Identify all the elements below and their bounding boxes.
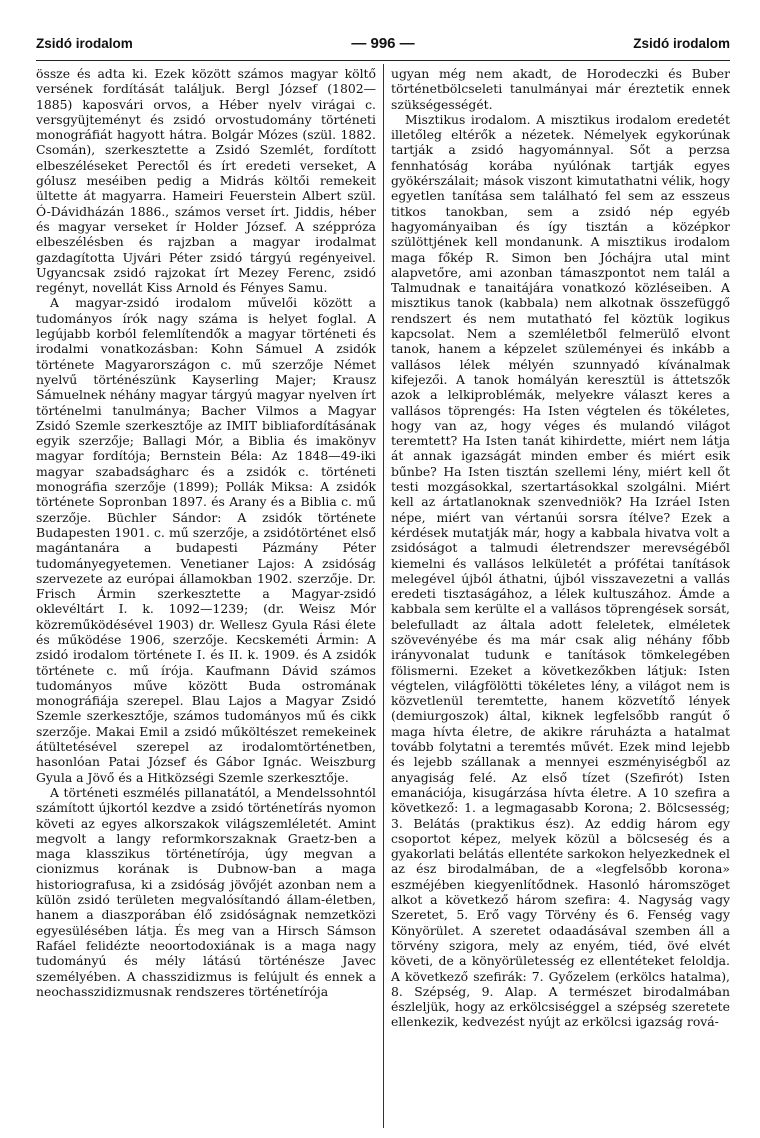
- left-column: [36, 66, 376, 1128]
- left-paragraph-2: A magyar-zsidó irodalom művelői között a tudományos írók nagy száma is helyet foglal. A legújabb korból felemlítendők a magyar történeti és irodalmi vonatkozásban: Kohn Sámuel A zsidók története Magyarországon c. mű szerzője Német nyelvű történészünk Kayserling Majer; Krausz Sámuelnek néhány magyar tárgyú magyar nyelven írt történelmi tanulmánya; Bacher Vilmos a Magyar Zsidó Szemle szerkesztője az IMIT bibliafordításának egyik szerzője; Ballagi Mór, a Biblia és imakönyv magyar fordítója; Bernstein Béla: Az 1848—49-iki magyar szabadságharc és a zsidók c. történeti monográfia szerzője (1899); Pollák Miksa: A zsidók története Sopronban 1897. és Arany és a Biblia c. mű szerzője. Büchler Sándor: A zsidók története Budapesten 1901. c. mű szerzője, a zsidótörténet első magántanára a budapesti Pázmány Péter tudományegyetemen. Venetianer Lajos: A zsidóság szervezete az európai államokban 1902. szerzője. Dr. Frisch Ármin szerkesztette a Magyar-zsidó oklevéltárt I. k. 1092—1239; (dr. Weisz Mór közreműködésével 1903) dr. Wellesz Gyula Rási élete és működése 1906, szerzője. Kecskeméti Ármin: A zsidó irodalom története I. és II. k. 1909. és A zsidók története c. mű írója. Kaufmann Dávid számos tudományos műve között Buda ostromának monográfiája szerepel. Blau Lajos a Magyar Zsidó Szemle szerkesztője, számos tudományos mű és cikk szerzője. Makai Emil a zsidó műköltészet remekeinek átültetésével szerepel az irodalomtörténetben, hasonlóan Patai József és Gábor Ignác. Weiszburg Gyula a Jövő és a Hitközségi Szemle szerkesztője.: [36, 295, 376, 785]
- right-column: [391, 66, 730, 1128]
- page-number: — 996 —: [351, 35, 415, 52]
- right-paragraph-2: Misztikus irodalom. A misztikus irodalom eredetét illetőleg eltérők a nézetek. Némelyek egykorúnak tartják a zsidó hagyománnyal. Sőt a perzsa fennhatóság korába nyúlónak tartják egyes gyökérszálait; mások viszont kimutathatni vélik, hogy egyetlen tanítása sem található fel sem az esszeus titkos tanokban, sem a zsidó nép egyéb hagyományaiban és így tisztán a középkor szülöttjének kell mondanunk. A misztikus irodalom maga főkép R. Simon ben Jóchájra utal mint alapvetőre, ami azonban támaszpontot nem talál a Talmudnak e tanaitájára vonatkozó közléseiben. A misztikus tanok (kabbala) nem alkotnak összefüggő rendszert és nem mutatható fel köztük logikus kapcsolat. Nem a szemléletből felmerülő elvont tanok, hanem a képzelet szüleményei és inkább a vallásos lélek mélyén szunnyadó kívánalmak kifejezői. A tanok homályán keresztül is áttetszők azok a lelkiproblémák, melyekre választ keres a vallásos töprengés: Ha Isten végtelen és tökéletes, hogy van az, hogy véges és mulandó világot teremtett? Ha Isten tanát kihirdette, miért nem látja át annak igazságát minden ember és miért esik bűnbe? Ha Isten tisztán szellemi lény, miért kell őt testi mozgásokkal, szertartásokkal szolgálni. Miért kell az ártatlanoknak szenvedniök? Ha Izráel Isten népe, miért van vértanúi sorsra ítélve? Ezek a kérdések mutatják már, hogy a kabbala hivatva volt a zsidóságot a talmudi életrendszer merevségéből kiemelni és vallásos lelkületét a prófétai tanítások melegével újból áthatni, újból visszavezetni a vallás eredeti tisztaságához, a lélek kultuszához. Ámde a kabbala sem kerülte el a vallásos töprengések sorsát, belefulladt az általa adott feleletek, elméletek szövevényébe és ma már csak alig néhány főbb irányvonalat tudunk e tanítások tömkelegében fölismerni. Ezeket a következőkben látjuk: Isten végtelen, világfölötti tökéletes lény, a világot nem is közvetlenül teremtette, hanem közvetítő lények (demiurgoszok) által, kiknek legfelsőbb rangút ő maga hívta életre, de akikre ráruházta a hatalmat tovább folytatni a teremtés művét. Ezek mind lejebb és lejebb szállanak a mennyei eszményiségből az anyagiság felé. Az első tízet (Szefirót) Isten emanációja, kisugárzása hívta életre. A 10 szefira a következő: 1. a legmagasabb Korona; 2. Bölcsesség; 3. Belátás (praktikus ész). Az eddig három egy csoportot képez, melyek közül a bölcseség és a gyakorlati belátás ellentéte sarkokon helyezkednek el az ész birodalmában, de a «legfelsőbb korona» eszméjében kiegyenlítődnek. Hasonló háromszöget alkot a következő három szefira: 4. Nagyság vagy Szeretet, 5. Erő vagy Törvény és 6. Fenség vagy Könyörület. A szeretet odaadásával szemben áll a törvény szigora, mely az enyém, tiéd, övé elvét követi, de a könyörületesség ez ellentéteket feloldja. A következő szefirák: 7. Győzelem (erkölcs hatalma), 8. Szépség, 9. Alap. A természet birodalmában észleljük, hogy az erkölcsiséggel a szépség szeretete ellenkezik, kedvezést nyújt az erkölcsi igazság rová-: [391, 111, 730, 1030]
- left-paragraph-1: össze és adta ki. Ezek között számos magyar költő versének fordítását találjuk. Bergl József (1802—1885) kaposvári orvos, a Héber nyelv virágai c. versgyüjteményt és zsidó orvostudomány történeti monográfiát hagyott hátra. Bolgár Mózes (szül. 1882. Csomán), szerkesztette a Zsidó Szemlét, fordított elbeszéléseket Perectől és írt eredeti verseket, A gólusz meséiben pedig a Midrás költői remekeit ültette át magyarra. Hameiri Feuerstein Albert szül. Ó-Dávidházán 1886., számos verset írt. Jiddis, héber és magyar verseket ír Holder József. A széppróza elbeszélésben és rajzban a magyar irodalmat gazdagította Ujvári Péter zsidó tárgyú regényeivel. Ugyancsak zsidó rajzokat írt Mezey Ferenc, zsidó regényt, novellát Kiss Arnold és Fényes Samu.: [36, 66, 376, 296]
- left-paragraph-3: A történeti eszmélés pillanatától, a Mendelssohntól számított újkortól kezdve a zsidó történetírás nyomon követi az egyes alkorszakok világszemléletét. Amint megvolt a langy reformkorszaknak Graetz-ben a maga klasszikus történetírója, úgy megvan a cionizmus korának is Dubnow-ban a maga historiografusa, ki a zsidóság jövőjét azonban nem a külön zsidó területen megvalósítandó állam-életben, hanem a diaszporában élő zsidóságnak nemzetközi egyesülésében látja. És meg van a Hirsch Sámson Rafáel felidézte neoortodoxiának is a maga nagy tudományú és mély látású történésze Javec személyében. A chasszidizmus is felújult és ennek a neochasszidizmusnak rendszeres történetírója: [36, 784, 376, 999]
- header-left-title: Zsidó irodalom: [36, 36, 133, 51]
- running-header: [36, 36, 730, 54]
- header-right-title: Zsidó irodalom: [633, 36, 730, 51]
- right-paragraph-1: ugyan még nem akadt, de Horodeczki és Buber történetbölcseleti tanulmányai már éreztetik ennek szükségességét.: [391, 66, 730, 112]
- header-rule: [36, 60, 730, 61]
- column-divider: [383, 64, 384, 1128]
